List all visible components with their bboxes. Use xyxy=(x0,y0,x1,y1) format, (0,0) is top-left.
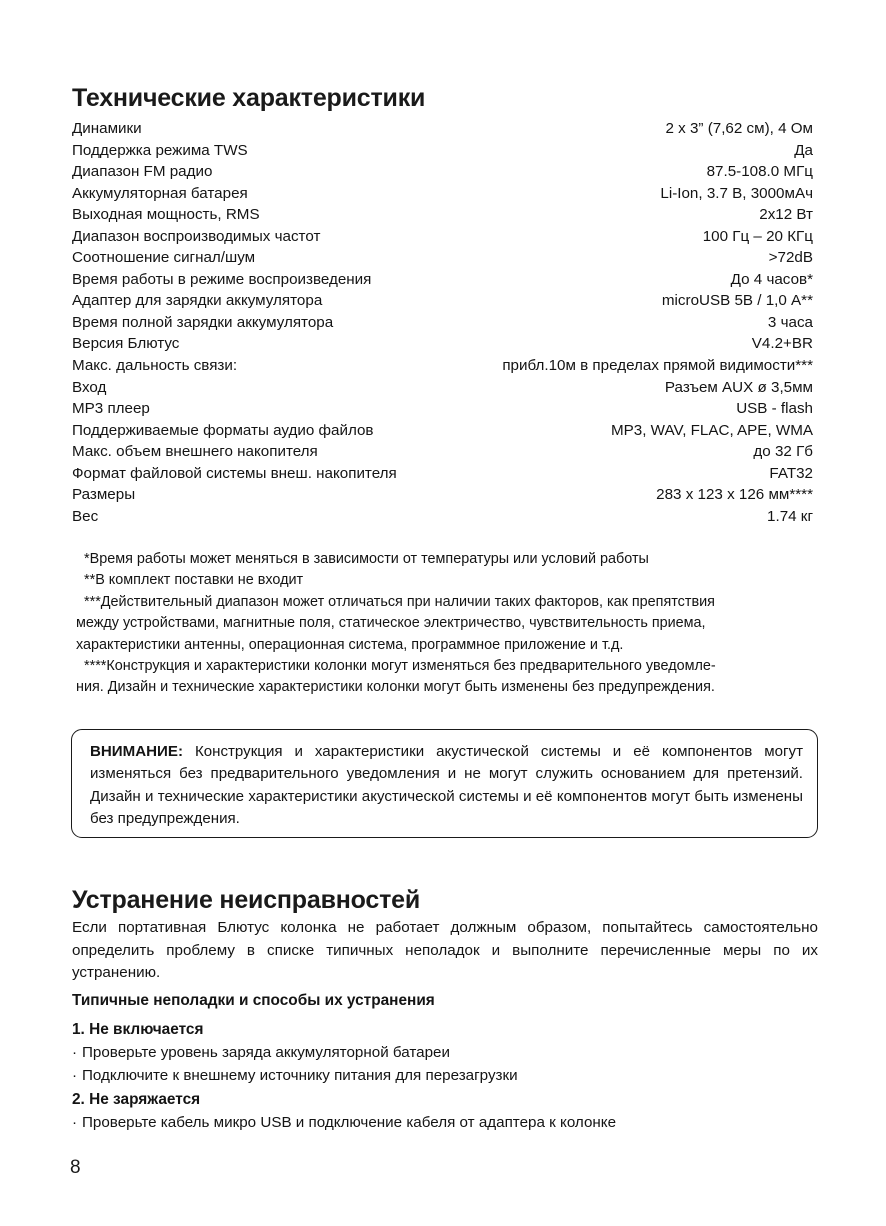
spec-row xyxy=(72,420,813,442)
spec-label: Время полной зарядки аккумулятора xyxy=(72,313,334,331)
list-item xyxy=(72,1065,518,1088)
spec-row xyxy=(72,441,813,463)
spec-row xyxy=(72,377,813,399)
section-title-troubleshooting: Устранение неисправностей xyxy=(72,885,421,914)
spec-value: Li-Ion, 3.7 В, 3000мАч xyxy=(660,184,813,202)
attention-notice-text xyxy=(90,741,803,831)
spec-value: FAT32 xyxy=(769,464,813,482)
spec-row xyxy=(72,290,813,312)
spec-label: Выходная мощность, RMS xyxy=(72,206,260,224)
spec-label: Адаптер для зарядки аккумулятора xyxy=(72,292,323,310)
list-item-label: Проверьте кабель микро USB и подключение кабеля от адаптера к колонке xyxy=(82,1114,617,1131)
spec-label: Динамики xyxy=(72,120,142,137)
spec-row xyxy=(72,398,813,420)
spec-value: V4.2+BR xyxy=(751,335,813,353)
spec-label: Формат файловой системы внеш. накопителя xyxy=(72,464,397,482)
spec-row xyxy=(72,118,813,140)
spec-label: Диапазон воспроизводимых частот xyxy=(72,227,321,245)
spec-label: MP3 плеер xyxy=(72,400,150,418)
footnote-line: ния. Дизайн и технические характеристики колонки могут быть изменены без предупреждения. xyxy=(76,679,715,696)
list-item xyxy=(72,1042,518,1065)
footnote-line: ****Конструкция и характеристики колонки могут изменяться без предварительного уведомле- xyxy=(84,658,716,675)
spec-value: 3 часа xyxy=(767,313,813,331)
spec-value: прибл.10м в пределах прямой видимости*** xyxy=(502,357,813,375)
footnote-line: характеристики антенны, операционная система, программное приложение и т.д. xyxy=(76,636,624,653)
spec-row xyxy=(72,355,813,377)
fault-remedy-list-1 xyxy=(72,1042,518,1087)
spec-label: Размеры xyxy=(72,486,136,504)
fault-remedy-list-2 xyxy=(72,1112,616,1135)
spec-row xyxy=(72,506,813,528)
list-item-label: Подключите к внешнему источнику питания для перезагрузки xyxy=(82,1066,518,1084)
spec-value: до 32 Гб xyxy=(753,443,813,461)
spec-value: До 4 часов* xyxy=(730,270,813,288)
list-item xyxy=(72,1112,616,1135)
spec-value: USB - flash xyxy=(736,400,813,418)
spec-label: Диапазон FM радио xyxy=(72,163,213,181)
footnote-line: между устройствами, магнитные поля, статическое электричество, чувствительность приема, xyxy=(76,615,706,632)
attention-body: Конструкция и характеристики акустической системы и её компонентов могут изменяться без предварительного уведомления и не могут служить основанием для претензий. Дизайн и технические характеристики акустической системы и её компонентов могут быть изменены без предупреждения. xyxy=(90,743,803,828)
page-number: 8 xyxy=(70,1157,81,1178)
bullet-icon: · xyxy=(72,1044,78,1061)
page-title-specifications: Технические характеристики xyxy=(72,83,426,112)
spec-label: Аккумуляторная батарея xyxy=(72,184,248,202)
spec-value: 1.74 кг xyxy=(767,507,813,525)
spec-row xyxy=(72,204,813,226)
spec-value: MP3, WAV, FLAC, APE, WMA xyxy=(611,421,813,439)
spec-label: Макс. дальность связи: xyxy=(72,357,238,375)
spec-label: Вход xyxy=(72,378,107,396)
troubleshooting-intro: Если портативная Блютус колонка не работает должным образом, попытайтесь самостоятельно определить проблему в списке типичных неполадок и выполните перечисленные меры по их устранению. xyxy=(72,919,818,982)
list-item-label: Проверьте уровень заряда аккумуляторной батареи xyxy=(82,1044,450,1061)
spec-label: Макс. объем внешнего накопителя xyxy=(72,443,318,461)
spec-label: Поддерживаемые форматы аудио файлов xyxy=(72,421,374,439)
spec-row xyxy=(72,161,813,183)
spec-row xyxy=(72,312,813,334)
spec-label: Вес xyxy=(72,507,99,525)
spec-value: Разъем AUX ø 3,5мм xyxy=(664,378,813,396)
spec-row xyxy=(72,226,813,248)
bullet-icon: · xyxy=(72,1114,78,1131)
spec-value: 87.5-108.0 МГц xyxy=(706,163,813,181)
footnote-line: **В комплект поставки не входит xyxy=(84,572,304,589)
spec-value: microUSB 5В / 1,0 А** xyxy=(661,292,813,310)
specifications-table xyxy=(72,118,813,527)
spec-value: Да xyxy=(794,141,813,159)
spec-row xyxy=(72,269,813,291)
fault-heading-2: 2. Не заряжается xyxy=(72,1091,201,1108)
spec-label: Версия Блютус xyxy=(72,335,180,353)
spec-row xyxy=(72,140,813,162)
footnotes-block xyxy=(76,549,818,699)
spec-value: >72dB xyxy=(768,249,813,267)
spec-row xyxy=(72,463,813,485)
spec-value: 283 х 123 х 126 мм**** xyxy=(656,486,813,504)
spec-row xyxy=(72,333,813,355)
spec-value: 2х12 Вт xyxy=(759,206,813,224)
spec-value: 2 x 3” (7,62 см), 4 Ом xyxy=(665,120,813,137)
bullet-icon: · xyxy=(72,1066,78,1084)
typical-faults-heading: Типичные неполадки и способы их устранения xyxy=(72,992,435,1009)
spec-row xyxy=(72,247,813,269)
spec-row xyxy=(72,484,813,506)
spec-value: 100 Гц – 20 КГц xyxy=(702,227,813,245)
spec-row xyxy=(72,183,813,205)
attention-notice-box xyxy=(71,729,818,838)
footnote-line: ***Действительный диапазон может отличаться при наличии таких факторов, как препятствия xyxy=(84,593,715,610)
attention-label: ВНИМАНИЕ: xyxy=(90,743,183,760)
footnote-line: *Время работы может меняться в зависимости от температуры или условий работы xyxy=(84,551,649,567)
spec-label: Время работы в режиме воспроизведения xyxy=(72,270,372,288)
spec-label: Поддержка режима TWS xyxy=(72,141,248,159)
spec-label: Соотношение сигнал/шум xyxy=(72,249,256,267)
fault-heading-1: 1. Не включается xyxy=(72,1021,204,1038)
